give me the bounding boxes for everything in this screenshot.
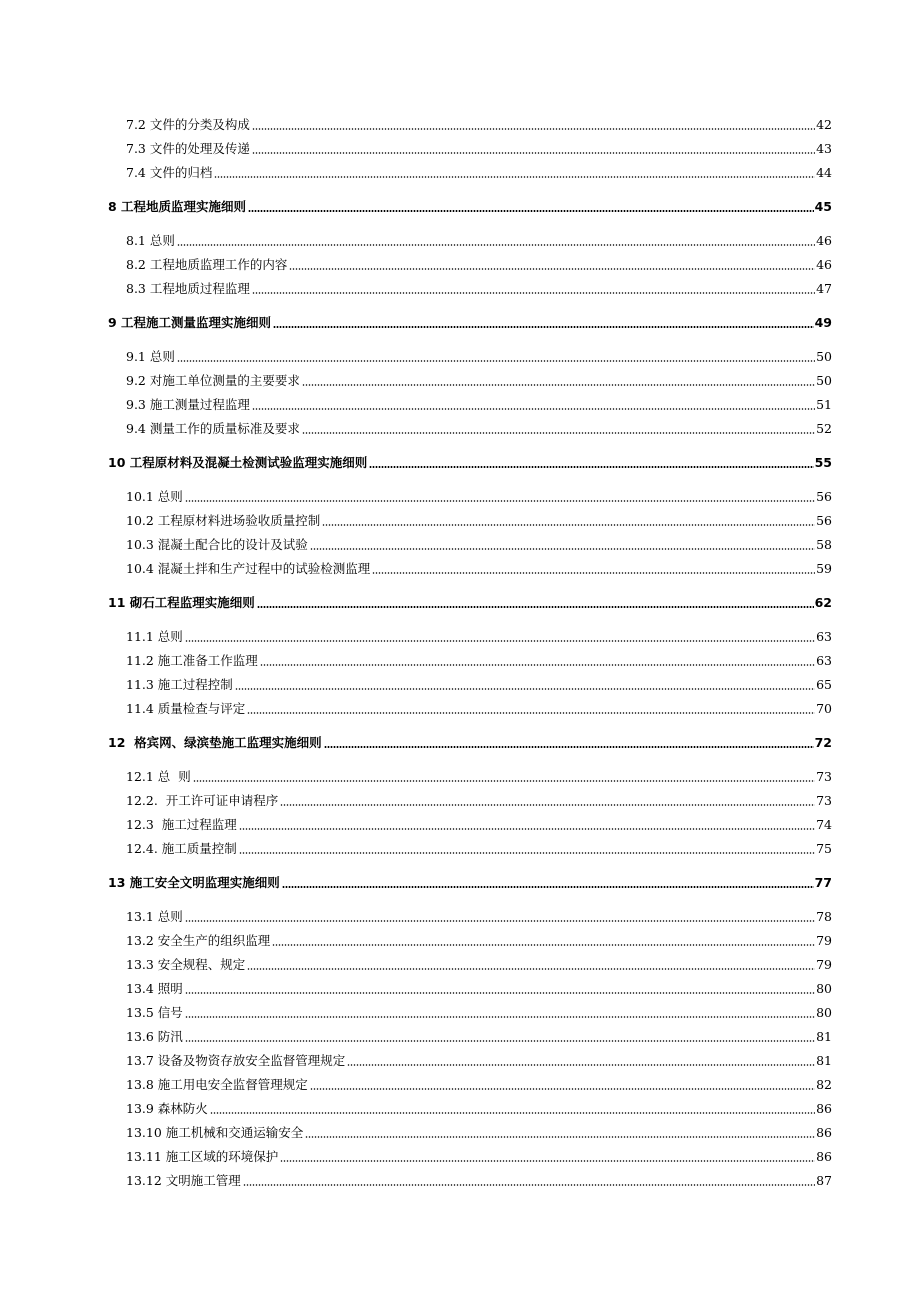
toc-entry-title: 10.4 混凝土拌和生产过程中的试验检测监理: [126, 561, 371, 576]
toc-page-number: 46: [816, 257, 832, 272]
toc-section-entry[interactable]: [126, 840, 832, 858]
toc-page-number: 72: [814, 735, 832, 750]
dot-leader: [257, 606, 814, 608]
toc-page-number: 45: [814, 199, 832, 214]
toc-section-entry[interactable]: [126, 396, 832, 414]
toc-section-entry[interactable]: [126, 792, 832, 810]
toc-page-number: 79: [816, 957, 832, 972]
toc-page-number: 62: [814, 595, 832, 610]
toc-entry-title: 11.2 施工准备工作监理: [126, 653, 258, 668]
toc-entry-title: 11 砌石工程监理实施细则: [108, 595, 255, 610]
toc-entry-title: 12.1 总 则: [126, 769, 191, 784]
dot-leader: [280, 804, 815, 806]
toc-page-number: 77: [814, 875, 832, 890]
dot-leader: [193, 780, 815, 782]
toc-entry-title: 10.1 总则: [126, 489, 183, 504]
toc-page-number: 70: [816, 701, 832, 716]
dot-leader: [210, 1112, 815, 1114]
toc-section-entry[interactable]: [126, 652, 832, 670]
toc-chapter-entry[interactable]: [108, 314, 832, 332]
toc-entry-title: 13.5 信号: [126, 1005, 183, 1020]
toc-entry-title: 13.6 防汛: [126, 1029, 183, 1044]
toc-entry-title: 13.11 施工区域的环境保护: [126, 1149, 279, 1164]
toc-section-entry[interactable]: [126, 164, 832, 182]
dot-leader: [272, 944, 815, 946]
dot-leader: [239, 828, 815, 830]
toc-page-number: 43: [816, 141, 832, 156]
toc-entry-title: 9.2 对施工单位测量的主要要求: [126, 373, 300, 388]
toc-entry-title: 8.3 工程地质过程监理: [126, 281, 250, 296]
dot-leader: [252, 408, 815, 410]
toc-page-number: 58: [816, 537, 832, 552]
toc-page-number: 49: [814, 315, 832, 330]
toc-page-number: 86: [816, 1125, 832, 1140]
dot-leader: [280, 1160, 815, 1162]
toc-entry-title: 13.3 安全规程、规定: [126, 957, 246, 972]
toc-entry-title: 11.4 质量检查与评定: [126, 701, 246, 716]
toc-section-entry[interactable]: [126, 512, 832, 530]
toc-section-entry[interactable]: [126, 560, 832, 578]
toc-page-number: 86: [816, 1101, 832, 1116]
toc-entry-title: 7.3 文件的处理及传递: [126, 141, 250, 156]
toc-entry-title: 7.2 文件的分类及构成: [126, 117, 250, 132]
toc-entry-title: 8.1 总则: [126, 233, 175, 248]
toc-page-number: 50: [816, 349, 832, 364]
toc-page-number: 80: [816, 1005, 832, 1020]
dot-leader: [369, 466, 813, 468]
toc-entry-title: 13.4 照明: [126, 981, 183, 996]
toc-entry-title: 11.1 总则: [126, 629, 183, 644]
toc-chapter-entry[interactable]: [108, 594, 832, 612]
dot-leader: [185, 640, 815, 642]
toc-page-number: 63: [816, 653, 832, 668]
dot-leader: [177, 244, 815, 246]
toc-page-number: 47: [816, 281, 832, 296]
toc-section-entry[interactable]: [126, 232, 832, 250]
dot-leader: [239, 852, 815, 854]
dot-leader: [185, 920, 815, 922]
toc-section-entry[interactable]: [126, 256, 832, 274]
dot-leader: [322, 524, 815, 526]
toc-section-entry[interactable]: [126, 956, 832, 974]
toc-section-entry[interactable]: [126, 1172, 832, 1190]
toc-page-number: 63: [816, 629, 832, 644]
toc-page-number: 52: [816, 421, 832, 436]
dot-leader: [247, 712, 815, 714]
toc-page-number: 78: [816, 909, 832, 924]
dot-leader: [252, 152, 815, 154]
toc-section-entry[interactable]: [126, 1052, 832, 1070]
toc-page-number: 42: [816, 117, 832, 132]
dot-leader: [260, 664, 815, 666]
toc-section-entry[interactable]: [126, 116, 832, 134]
dot-leader: [273, 326, 814, 328]
toc-entry-title: 11.3 施工过程控制: [126, 677, 233, 692]
toc-page-number: 46: [816, 233, 832, 248]
toc-entry-title: 13 施工安全文明监理实施细则: [108, 875, 280, 890]
toc-page-number: 56: [816, 513, 832, 528]
toc-section-entry[interactable]: [126, 140, 832, 158]
toc-entry-title: 13.10 施工机械和交通运输安全: [126, 1125, 304, 1140]
toc-entry-title: 13.12 文明施工管理: [126, 1173, 241, 1188]
toc-chapter-entry[interactable]: [108, 734, 832, 752]
dot-leader: [310, 548, 815, 550]
dot-leader: [289, 268, 815, 270]
toc-entry-title: 10 工程原材料及混凝土检测试验监理实施细则: [108, 455, 368, 470]
toc-section-entry[interactable]: [126, 488, 832, 506]
toc-chapter-entry[interactable]: [108, 874, 832, 892]
toc-section-entry[interactable]: [126, 676, 832, 694]
toc-entry-title: 9 工程施工测量监理实施细则: [108, 315, 272, 330]
toc-page-number: 80: [816, 981, 832, 996]
dot-leader: [252, 292, 815, 294]
dot-leader: [248, 210, 814, 212]
toc-entry-title: 8 工程地质监理实施细则: [108, 199, 247, 214]
dot-leader: [185, 992, 815, 994]
toc-section-entry[interactable]: [126, 536, 832, 554]
toc-section-entry[interactable]: [126, 700, 832, 718]
toc-section-entry[interactable]: [126, 1100, 832, 1118]
toc-section-entry[interactable]: [126, 816, 832, 834]
toc-section-entry[interactable]: [126, 932, 832, 950]
toc-section-entry[interactable]: [126, 768, 832, 786]
toc-section-entry[interactable]: [126, 1148, 832, 1166]
dot-leader: [243, 1184, 815, 1186]
toc-entry-title: 10.3 混凝土配合比的设计及试验: [126, 537, 308, 552]
toc-page-number: 59: [816, 561, 832, 576]
toc-entry-title: 12.3 施工过程监理: [126, 817, 237, 832]
toc-section-entry[interactable]: [126, 1124, 832, 1142]
dot-leader: [282, 886, 814, 888]
toc-page-number: 50: [816, 373, 832, 388]
dot-leader: [247, 968, 815, 970]
toc-page-number: 74: [816, 817, 832, 832]
dot-leader: [214, 176, 815, 178]
toc-page-number: 56: [816, 489, 832, 504]
toc-section-entry[interactable]: [126, 348, 832, 366]
toc-entry-title: 10.2 工程原材料进场验收质量控制: [126, 513, 321, 528]
toc-entry-title: 13.9 森林防火: [126, 1101, 208, 1116]
dot-leader: [177, 360, 815, 362]
toc-page-number: 55: [814, 455, 832, 470]
toc-page-number: 44: [816, 165, 832, 180]
toc-entry-title: 12.2. 开工许可证申请程序: [126, 793, 279, 808]
dot-leader: [310, 1088, 815, 1090]
dot-leader: [185, 1016, 815, 1018]
dot-leader: [347, 1064, 815, 1066]
toc-page-number: 51: [816, 397, 832, 412]
toc-page-number: 65: [816, 677, 832, 692]
toc-page-number: 79: [816, 933, 832, 948]
toc-entry-title: 13.2 安全生产的组织监理: [126, 933, 271, 948]
toc-entry-title: 13.8 施工用电安全监督管理规定: [126, 1077, 308, 1092]
toc-page-number: 81: [816, 1053, 832, 1068]
toc-entry-title: 13.7 设备及物资存放安全监督管理规定: [126, 1053, 346, 1068]
toc-entry-title: 8.2 工程地质监理工作的内容: [126, 257, 288, 272]
toc-section-entry[interactable]: [126, 420, 832, 438]
toc-entry-title: 7.4 文件的归档: [126, 165, 213, 180]
toc-section-entry[interactable]: [126, 372, 832, 390]
dot-leader: [302, 384, 815, 386]
toc-section-entry[interactable]: [126, 628, 832, 646]
toc-chapter-entry[interactable]: [108, 454, 832, 472]
dot-leader: [252, 128, 815, 130]
dot-leader: [185, 500, 815, 502]
toc-page-number: 75: [816, 841, 832, 856]
toc-entry-title: 9.4 测量工作的质量标准及要求: [126, 421, 300, 436]
dot-leader: [305, 1136, 815, 1138]
toc-entry-title: 12.4. 施工质量控制: [126, 841, 237, 856]
toc-entry-title: 12 格宾网、绿滨垫施工监理实施细则: [108, 735, 322, 750]
toc-page-number: 81: [816, 1029, 832, 1044]
toc-section-entry[interactable]: [126, 980, 832, 998]
dot-leader: [372, 572, 815, 574]
toc-page-number: 87: [816, 1173, 832, 1188]
dot-leader: [324, 746, 814, 748]
toc-page-number: 82: [816, 1077, 832, 1092]
toc-page-number: 73: [816, 793, 832, 808]
toc-section-entry[interactable]: [126, 908, 832, 926]
dot-leader: [235, 688, 815, 690]
toc-entry-title: 13.1 总则: [126, 909, 183, 924]
toc-page-number: 73: [816, 769, 832, 784]
toc-entry-title: 9.1 总则: [126, 349, 175, 364]
dot-leader: [185, 1040, 815, 1042]
toc-section-entry[interactable]: [126, 1076, 832, 1094]
toc-section-entry[interactable]: [126, 1004, 832, 1022]
toc-entry-title: 9.3 施工测量过程监理: [126, 397, 250, 412]
toc-section-entry[interactable]: [126, 280, 832, 298]
dot-leader: [302, 432, 815, 434]
toc-chapter-entry[interactable]: [108, 198, 832, 216]
toc-page-number: 86: [816, 1149, 832, 1164]
toc-section-entry[interactable]: [126, 1028, 832, 1046]
